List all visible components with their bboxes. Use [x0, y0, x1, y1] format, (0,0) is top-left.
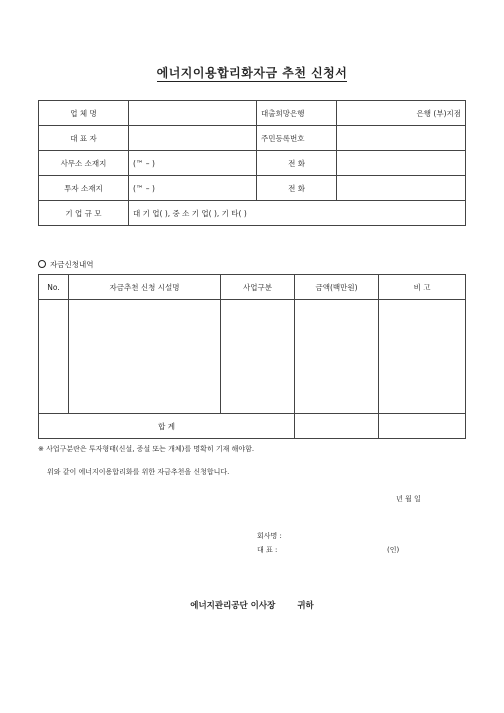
header-no: No.: [39, 275, 69, 300]
header-facility-name: 자금추천 신청 시설명: [69, 275, 221, 300]
section-heading: 자금신청내역: [38, 259, 93, 270]
investment-address-field[interactable]: (™ – ): [129, 176, 257, 201]
amount-cell[interactable]: [295, 300, 379, 414]
seal-mark: (인): [387, 546, 400, 554]
office-tel-label: 전 화: [257, 151, 337, 176]
signature-company-label: 회사명 :: [257, 532, 282, 540]
header-amount: 금액(백만원): [295, 275, 379, 300]
table-row: [39, 126, 466, 151]
office-address-label: 사무소 소재지: [39, 151, 129, 176]
date-line: 년 월 일: [396, 495, 421, 503]
bank-field[interactable]: 은행 (부)지점: [337, 101, 466, 126]
remarks-cell[interactable]: [379, 300, 466, 414]
note-text: ※ 사업구분란은 투자형태(신설, 증설 또는 개체)를 명확히 기재 해야함.: [38, 445, 255, 453]
company-info-table: [38, 100, 466, 226]
total-row: [39, 414, 466, 439]
total-label: 합 계: [39, 414, 295, 439]
no-cell[interactable]: [39, 300, 69, 414]
table-row: [39, 201, 466, 226]
table-header-row: [39, 275, 466, 300]
header-remarks: 비 고: [379, 275, 466, 300]
investment-address-label: 투자 소재지: [39, 176, 129, 201]
footer-recipient: 에너지관리공단 이사장 귀하: [190, 601, 314, 611]
total-remarks-cell[interactable]: [379, 414, 466, 439]
office-tel-field[interactable]: [337, 151, 466, 176]
company-name-label: 업 체 명: [39, 101, 129, 126]
representative-field[interactable]: [129, 126, 257, 151]
bank-label: 대출희망은행: [257, 101, 337, 126]
facility-name-cell[interactable]: [69, 300, 221, 414]
header-business-type: 사업구분: [221, 275, 295, 300]
business-type-cell[interactable]: [221, 300, 295, 414]
circle-bullet-icon: [38, 260, 46, 268]
table-row: [39, 300, 466, 414]
statement-text: 위와 같이 에너지이용합리화를 위한 자금추천을 신청합니다.: [47, 468, 230, 476]
table-row: [39, 176, 466, 201]
office-address-field[interactable]: (™ – ): [129, 151, 257, 176]
table-row: [39, 101, 466, 126]
investment-tel-label: 전 화: [257, 176, 337, 201]
representative-label: 대 표 자: [39, 126, 129, 151]
form-title: 에너지이용합리화자금 추천 신청서: [156, 66, 348, 80]
table-row: [39, 151, 466, 176]
company-scale-field[interactable]: 대 기 업( ), 중 소 기 업( ), 기 타( ): [129, 201, 466, 226]
total-amount-cell[interactable]: [295, 414, 379, 439]
resident-number-label: 주민등록번호: [257, 126, 337, 151]
signature-representative-label: 대 표 :: [257, 546, 278, 554]
resident-number-field[interactable]: [337, 126, 466, 151]
company-name-field[interactable]: [129, 101, 257, 126]
funding-table: [38, 274, 466, 439]
company-scale-label: 기 업 규 모: [39, 201, 129, 226]
investment-tel-field[interactable]: [337, 176, 466, 201]
